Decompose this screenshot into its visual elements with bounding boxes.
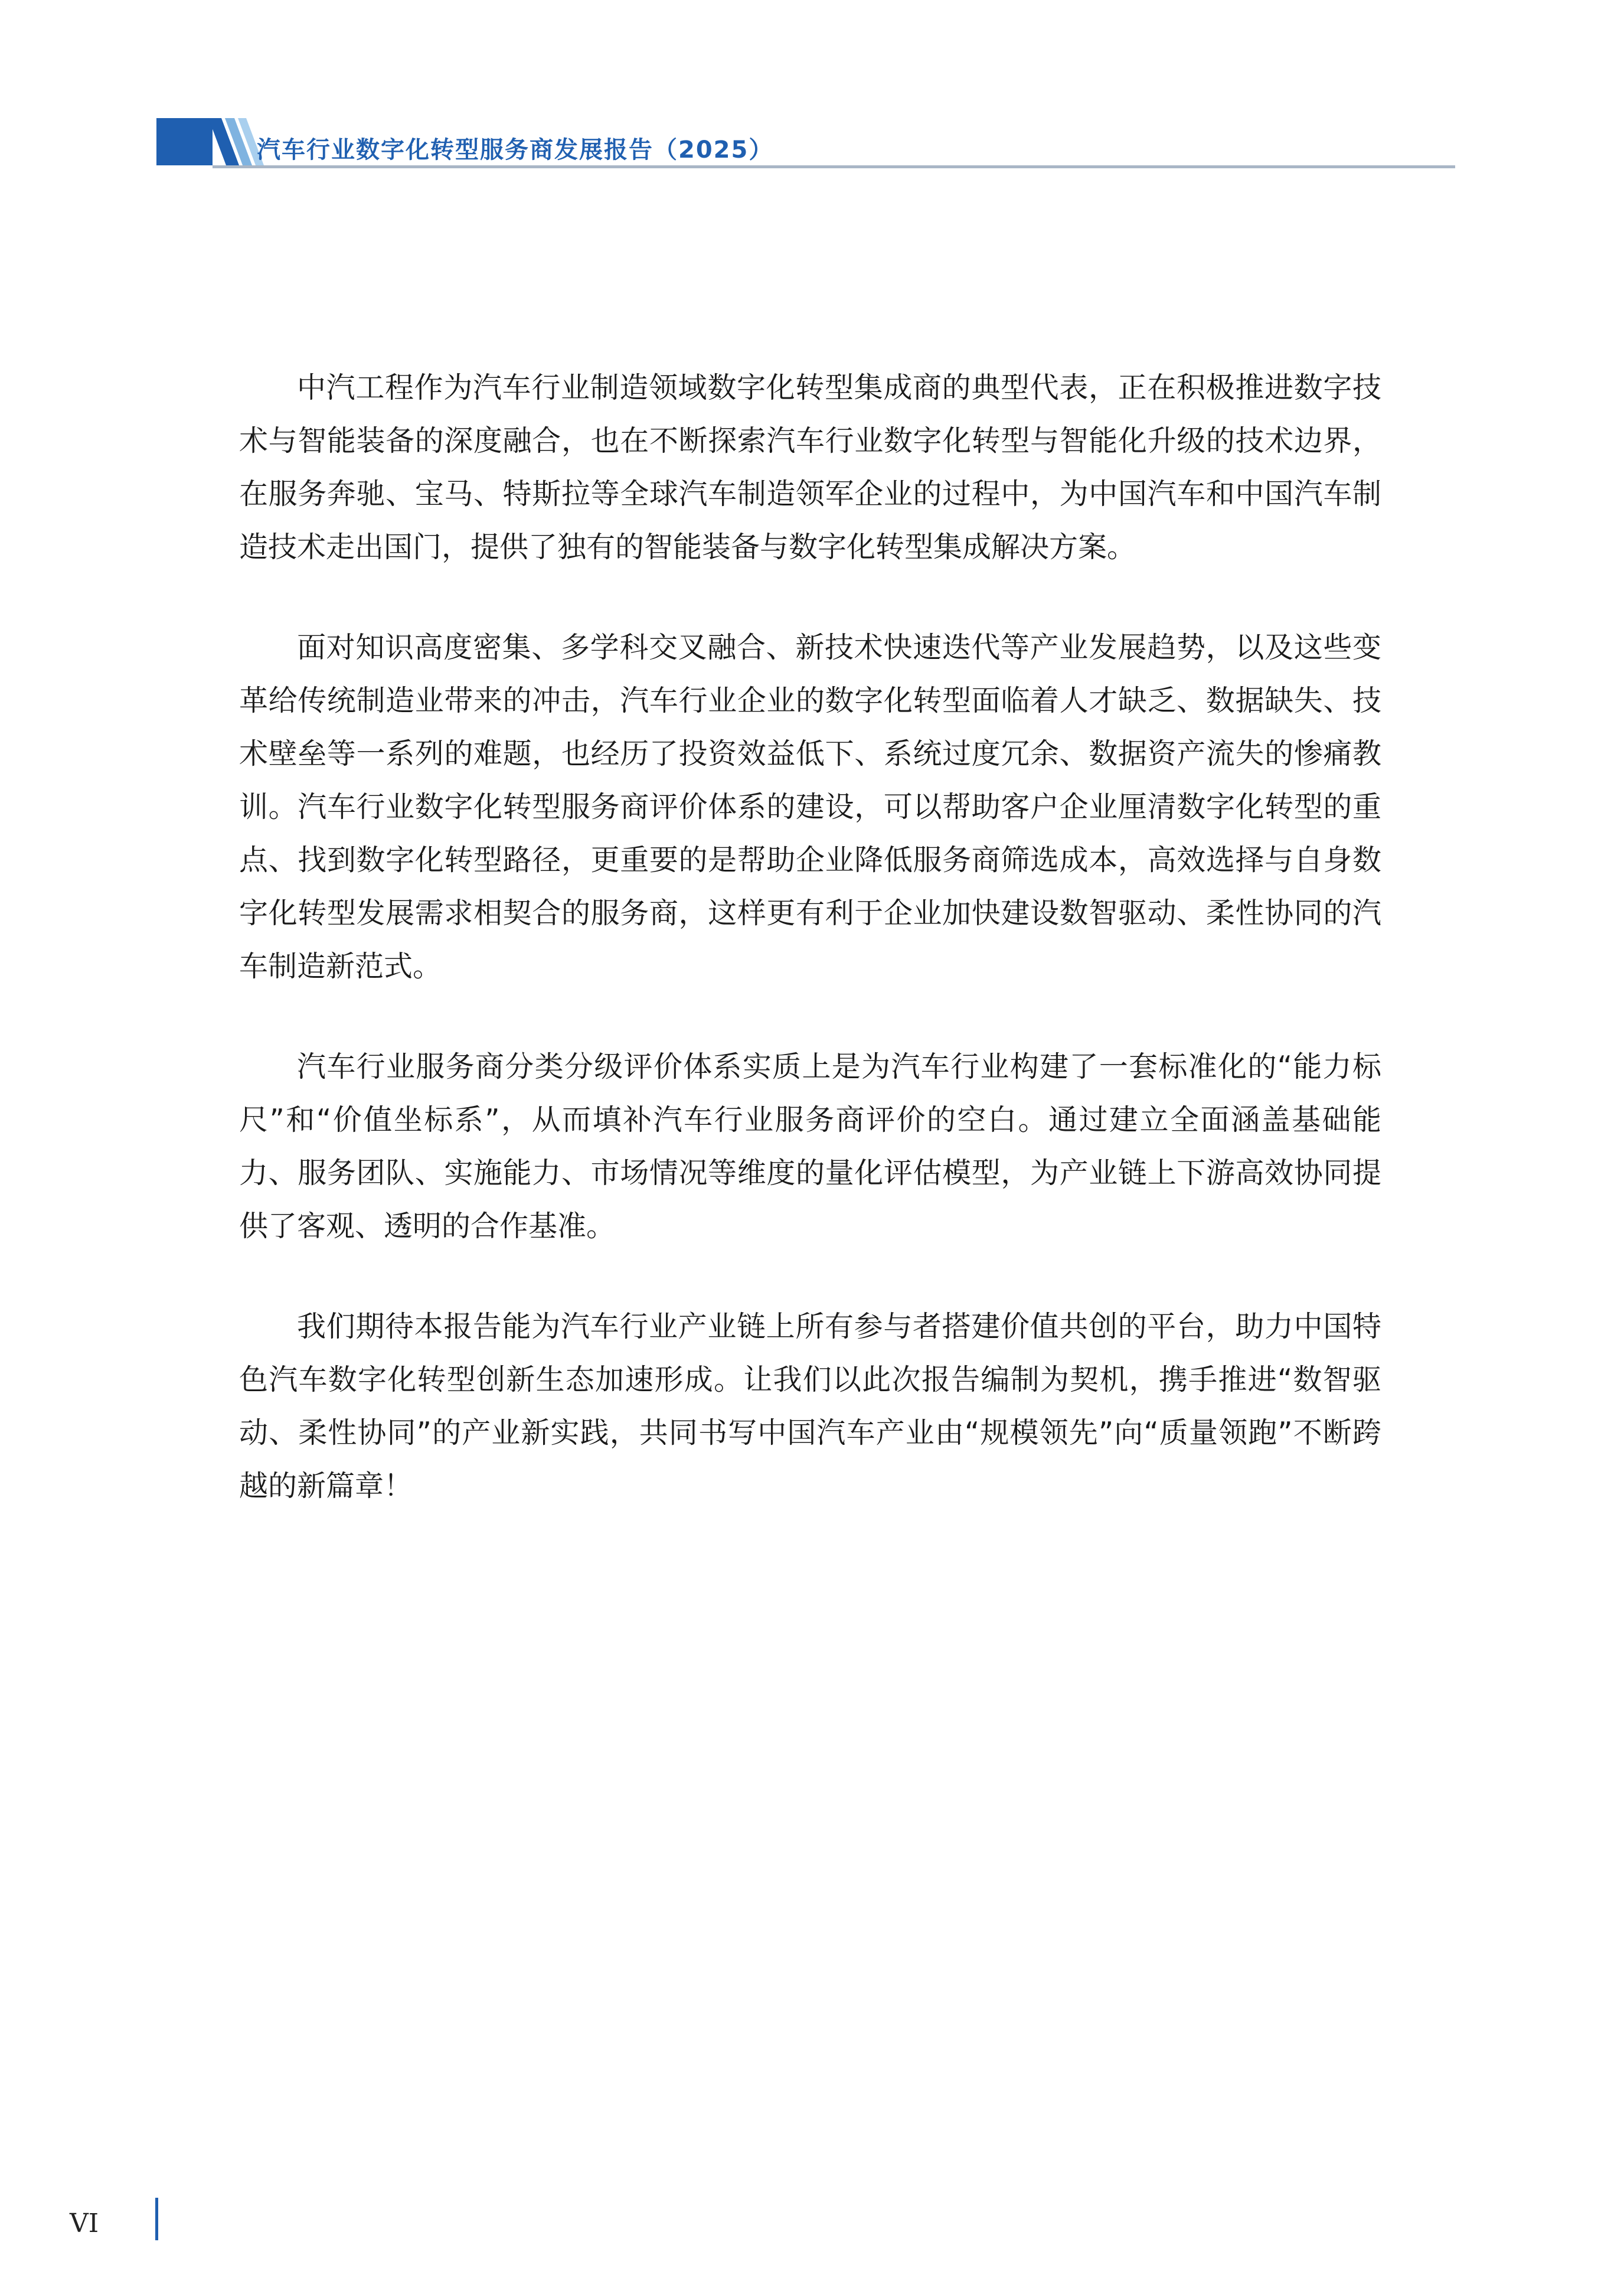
header-rule [213, 165, 1455, 168]
header-color-block [156, 118, 213, 165]
header-title: 汽车行业数字化转型服务商发展报告（2025） [257, 136, 774, 164]
paragraph-1: 中汽工程作为汽车行业制造领域数字化转型集成商的典型代表，正在积极推进数字技术与智能装备的深度融合，也在不断探索汽车行业数字化转型与智能化升级的技术边界，在服务奔驰、宝马、特斯拉等全球汽车制造领军企业的过程中，为中国汽车和中国汽车制造技术走出国门，提供了独有的智能装备与数字化转型集成解决方案。 [239, 371, 1381, 564]
paragraph-4: 我们期待本报告能为汽车行业产业链上所有参与者搭建价值共创的平台，助力中国特色汽车数字化转型创新生态加速形成。让我们以此次报告编制为契机，携手推进“数智驱动、柔性协同”的产业新实践，共同书写中国汽车产业由“规模领先”向“质量领跑”不断跨越的新篇章！ [239, 1310, 1381, 1503]
page-number: VI [70, 2208, 99, 2238]
page-header [156, 118, 1455, 169]
paragraph-3: 汽车行业服务商分类分级评价体系实质上是为汽车行业构建了一套标准化的“能力标尺”和“价值坐标系”，从而填补汽车行业服务商评价的空白。通过建立全面涵盖基础能力、服务团队、实施能力、市场情况等维度的量化评估模型，为产业链上下游高效协同提供了客观、透明的合作基准。 [239, 1050, 1381, 1243]
body-content [239, 361, 1381, 1560]
footer-rule [155, 2198, 158, 2240]
paragraph-2: 面对知识高度密集、多学科交叉融合、新技术快速迭代等产业发展趋势，以及这些变革给传统制造业带来的冲击，汽车行业企业的数字化转型面临着人才缺乏、数据缺失、技术壁垒等一系列的难题，也经历了投资效益低下、系统过度冗余、数据资产流失的惨痛教训。汽车行业数字化转型服务商评价体系的建设，可以帮助客户企业厘清数字化转型的重点、找到数字化转型路径，更重要的是帮助企业降低服务商筛选成本，高效选择与自身数字化转型发展需求相契合的服务商，这样更有利于企业加快建设数智驱动、柔性协同的汽车制造新范式。 [239, 631, 1381, 983]
